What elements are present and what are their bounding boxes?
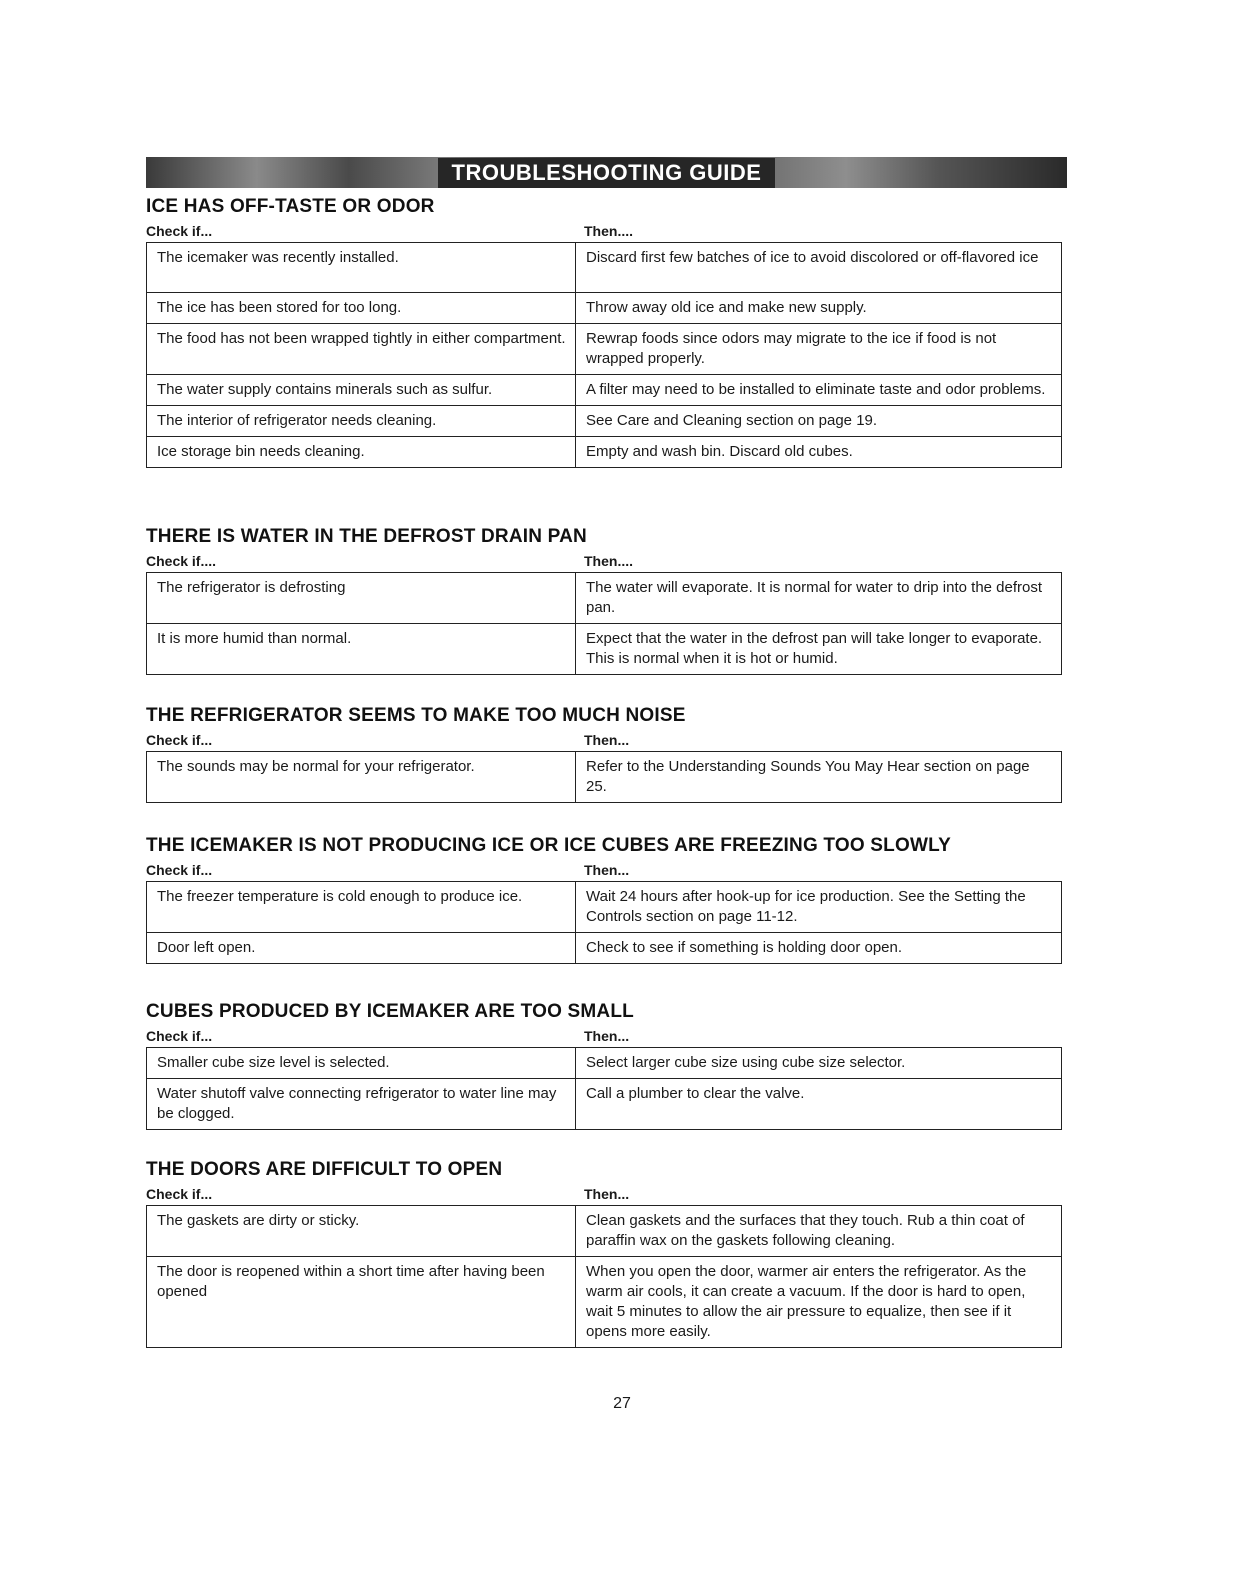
- check-cell: The water supply contains minerals such as sulfur.: [147, 375, 576, 406]
- then-cell: The water will evaporate. It is normal for water to drip into the defrost pan.: [576, 573, 1062, 624]
- section-title: ICE HAS OFF-TASTE OR ODOR: [146, 196, 435, 217]
- column-headers: [146, 1026, 1067, 1046]
- check-if-label: Check if...: [146, 1028, 213, 1044]
- troubleshooting-table: [146, 242, 1062, 468]
- section-doors-difficult: [146, 1158, 1067, 1348]
- table-row: [147, 437, 1062, 468]
- section-title: THE ICEMAKER IS NOT PRODUCING ICE OR ICE CUBES ARE FREEZING TOO SLOWLY: [146, 835, 952, 856]
- troubleshooting-table: [146, 881, 1062, 964]
- check-cell: The door is reopened within a short time after having been opened: [147, 1257, 576, 1348]
- column-headers: [146, 551, 1067, 571]
- check-cell: The food has not been wrapped tightly in either compartment.: [147, 324, 576, 375]
- check-cell: The sounds may be normal for your refrigerator.: [147, 752, 576, 803]
- check-cell: Water shutoff valve connecting refrigerator to water line may be clogged.: [147, 1079, 576, 1130]
- table-row: [147, 1257, 1062, 1348]
- check-cell: Door left open.: [147, 933, 576, 964]
- table-row: [147, 573, 1062, 624]
- then-cell: Call a plumber to clear the valve.: [576, 1079, 1062, 1130]
- then-cell: See Care and Cleaning section on page 19.: [576, 406, 1062, 437]
- column-headers: [146, 1184, 1067, 1204]
- then-label: Then...: [584, 862, 630, 878]
- section-title: THERE IS WATER IN THE DEFROST DRAIN PAN: [146, 526, 587, 547]
- troubleshooting-table: [146, 751, 1062, 803]
- check-cell: The ice has been stored for too long.: [147, 293, 576, 324]
- then-label: Then...: [584, 1028, 630, 1044]
- check-cell: The interior of refrigerator needs cleaning.: [147, 406, 576, 437]
- then-cell: Throw away old ice and make new supply.: [576, 293, 1062, 324]
- section-ice-off-taste: [146, 195, 1067, 468]
- then-cell: Discard first few batches of ice to avoid discolored or off-flavored ice: [576, 243, 1062, 293]
- check-cell: It is more humid than normal.: [147, 624, 576, 675]
- check-cell: Smaller cube size level is selected.: [147, 1048, 576, 1079]
- column-headers: [146, 730, 1067, 750]
- table-row: [147, 882, 1062, 933]
- check-cell: The refrigerator is defrosting: [147, 573, 576, 624]
- check-if-label: Check if...: [146, 1186, 213, 1202]
- column-headers: [146, 860, 1067, 880]
- table-row: [147, 624, 1062, 675]
- table-row: [147, 1079, 1062, 1130]
- table-row: [147, 324, 1062, 375]
- troubleshooting-table: [146, 572, 1062, 675]
- check-cell: The freezer temperature is cold enough to produce ice.: [147, 882, 576, 933]
- section-water-defrost-pan: [146, 525, 1067, 675]
- page-number: 27: [613, 1395, 631, 1412]
- table-row: [147, 293, 1062, 324]
- section-too-much-noise: [146, 704, 1067, 803]
- section-cubes-too-small: [146, 1000, 1067, 1130]
- section-title: THE DOORS ARE DIFFICULT TO OPEN: [146, 1159, 503, 1180]
- then-cell: A filter may need to be installed to eliminate taste and odor problems.: [576, 375, 1062, 406]
- table-row: [147, 752, 1062, 803]
- check-if-label: Check if...: [146, 862, 213, 878]
- then-cell: Empty and wash bin. Discard old cubes.: [576, 437, 1062, 468]
- section-title: THE REFRIGERATOR SEEMS TO MAKE TOO MUCH NOISE: [146, 705, 686, 726]
- then-label: Then...: [584, 732, 630, 748]
- check-cell: Ice storage bin needs cleaning.: [147, 437, 576, 468]
- then-cell: When you open the door, warmer air enters the refrigerator. As the warm air cools, it can create a vacuum. If the door is hard to open, wait 5 minutes to allow the air pressure to equalize, then see if it opens more easily.: [576, 1257, 1062, 1348]
- then-cell: Clean gaskets and the surfaces that they touch. Rub a thin coat of paraffin wax on the gaskets following cleaning.: [576, 1206, 1062, 1257]
- table-row: [147, 406, 1062, 437]
- table-row: [147, 933, 1062, 964]
- check-cell: The gaskets are dirty or sticky.: [147, 1206, 576, 1257]
- check-if-label: Check if....: [146, 553, 217, 569]
- table-row: [147, 1206, 1062, 1257]
- check-if-label: Check if...: [146, 223, 213, 239]
- section-icemaker-not-producing: [146, 834, 1067, 964]
- then-cell: Expect that the water in the defrost pan will take longer to evaporate. This is normal when it is hot or humid.: [576, 624, 1062, 675]
- then-label: Then....: [584, 223, 633, 239]
- check-if-label: Check if...: [146, 732, 213, 748]
- troubleshooting-table: [146, 1205, 1062, 1348]
- then-label: Then...: [584, 1186, 630, 1202]
- then-cell: Select larger cube size using cube size selector.: [576, 1048, 1062, 1079]
- check-cell: The icemaker was recently installed.: [147, 243, 576, 293]
- then-cell: Refer to the Understanding Sounds You May Hear section on page 25.: [576, 752, 1062, 803]
- table-row: [147, 1048, 1062, 1079]
- troubleshooting-table: [146, 1047, 1062, 1130]
- table-row: [147, 375, 1062, 406]
- then-cell: Check to see if something is holding door open.: [576, 933, 1062, 964]
- banner: [146, 157, 1067, 188]
- banner-title: TROUBLESHOOTING GUIDE: [438, 158, 776, 188]
- then-cell: Wait 24 hours after hook-up for ice production. See the Setting the Controls section on page 11-12.: [576, 882, 1062, 933]
- then-cell: Rewrap foods since odors may migrate to the ice if food is not wrapped properly.: [576, 324, 1062, 375]
- table-row: [147, 243, 1062, 293]
- column-headers: [146, 221, 1067, 241]
- then-label: Then....: [584, 553, 633, 569]
- section-title: CUBES PRODUCED BY ICEMAKER ARE TOO SMALL: [146, 1001, 634, 1022]
